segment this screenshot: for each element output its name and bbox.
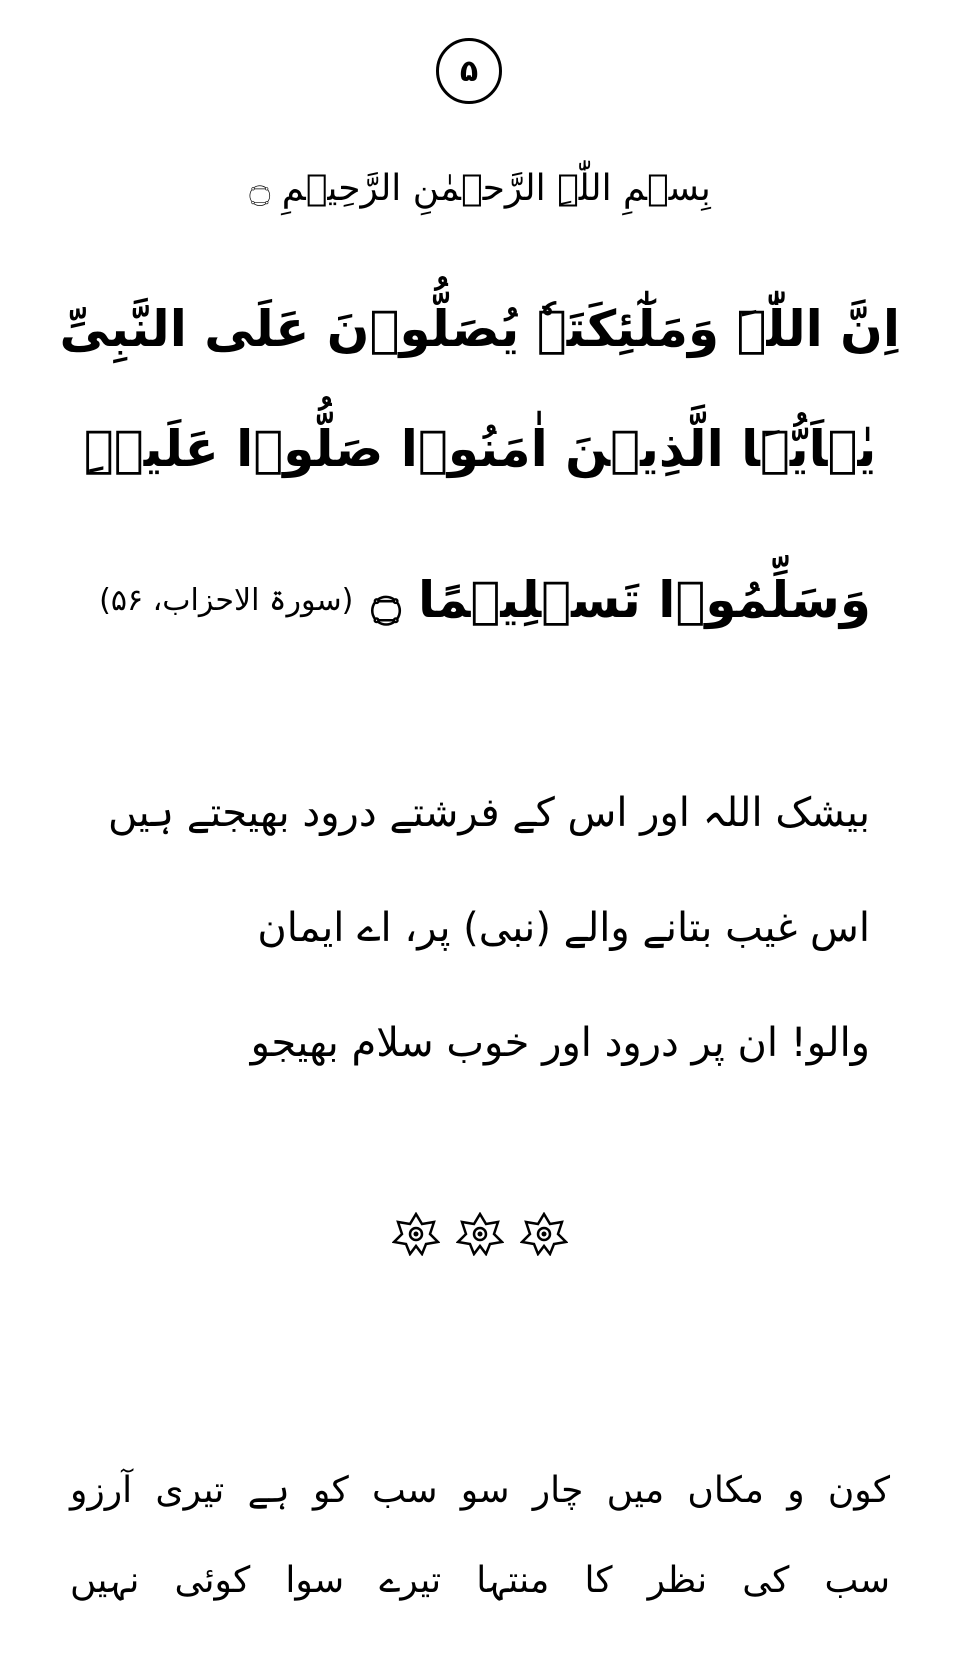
ayah-line-3 — [95, 560, 875, 640]
bismillah-heading: بِسۡمِ اللّٰہِ الرَّحۡمٰنِ الرَّحِیۡمِ ۝ — [249, 168, 711, 209]
translation-line-2: اس غیب بتانے والے (نبی) پر، اے ایمان — [257, 905, 870, 951]
translation-line-1: بیشک اللہ اور اس کے فرشتے درود بھیجتے ہیں — [108, 790, 870, 836]
star-rosette-icon — [392, 1212, 440, 1256]
star-rosette-icon — [456, 1212, 504, 1256]
ornament-divider — [0, 1212, 960, 1256]
ayah-line-1: اِنَّ اللّٰہَ وَمَلٰٓئِکَتَہٗ یُصَلُّوۡنَ عَلَی النَّبِیِّ — [59, 300, 900, 358]
ayah-line-2: یٰۤاَیُّہَا الَّذِیۡنَ اٰمَنُوۡا صَلُّوۡا عَلَیۡہِ — [83, 420, 877, 478]
verse-line-1: کون و مکاں میں چار سو سب کو ہے تیری آرزو — [70, 1470, 890, 1511]
page-number — [436, 38, 502, 104]
verse-line-2: سب کی نظر کا منتہا تیرے سوا کوئی نہیں — [70, 1560, 890, 1601]
ayah-line-3-text: وَسَلِّمُوۡا تَسۡلِیۡمًا ۝ — [371, 571, 871, 629]
star-rosette-icon — [520, 1212, 568, 1256]
translation-line-3: والو! ان پر درود اور خوب سلام بھیجو — [250, 1020, 870, 1066]
surah-reference: (سورۃ الاحزاب، ۵۶) — [99, 582, 354, 618]
page-number-text: ۵ — [459, 53, 479, 89]
